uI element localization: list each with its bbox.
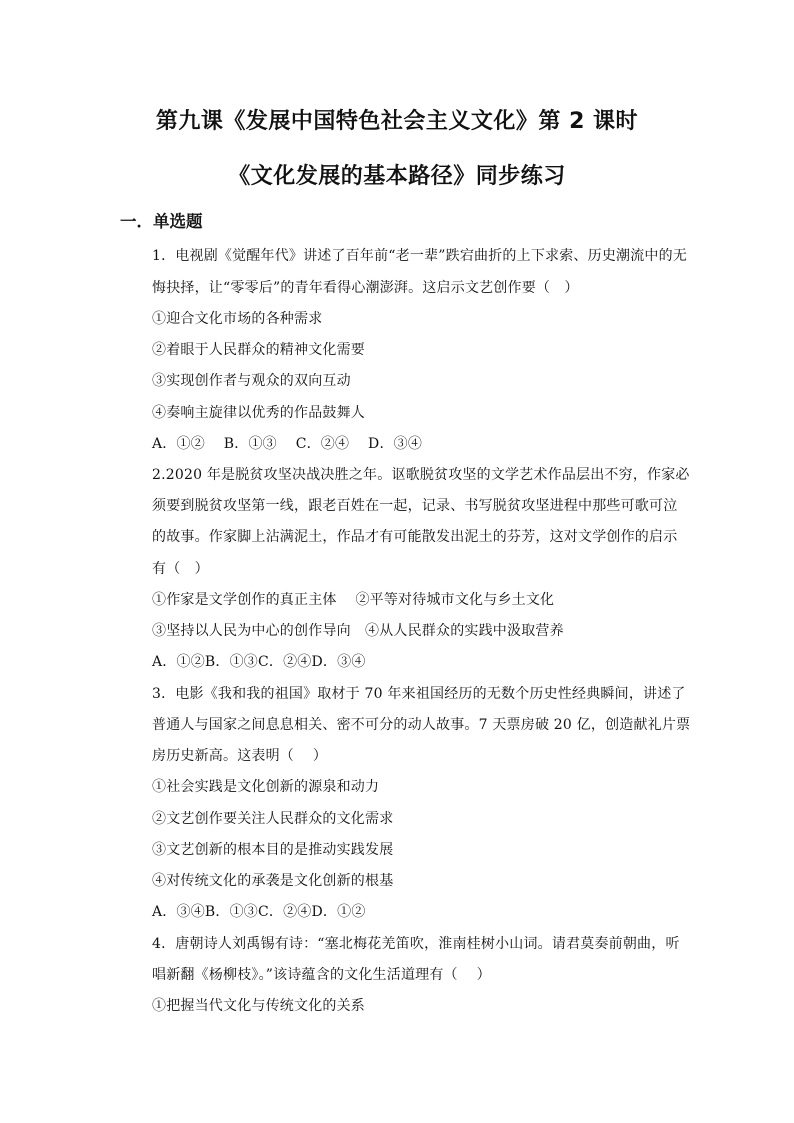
question-4-option-1: ①把握当代文化与传统文化的关系 [152,998,365,1014]
question-3-option-4: ④对传统文化的承袭是文化创新的根基 [152,873,394,889]
question-2-text-line-3: 的故事。作家脚上沾满泥土，作品才有可能散发出泥土的芬芳，这对文学创作的启示 [152,529,678,545]
question-2-text-line-2: 须要到脱贫攻坚第一线，跟老百姓在一起，记录、书写脱贫攻坚进程中那些可歌可泣 [152,498,678,514]
question-1-option-2: ②着眼于人民群众的精神文化需要 [152,342,365,358]
question-4-text-line-2: 唱新翻《杨柳枝》。”该诗蕴含的文化生活道理有（ ） [152,967,491,983]
question-1-text-line-2: 悔抉择，让“零零后”的青年看得心潮澎湃。这启示文艺创作要（ ） [152,280,579,296]
question-1-answer-choices: A．①② B．①③ C．②④ D．③④ [152,436,423,452]
document-title-line-2: 《文化发展的基本路径》同步练习 [228,164,566,189]
question-3-option-3: ③文艺创新的根本目的是推动实践发展 [152,842,394,858]
question-1-text-line-1: 1．电视剧《觉醒年代》讲述了百年前“老一辈”跌宕曲折的上下求索、历史潮流中的无 [152,248,688,264]
question-1-option-4: ④奏响主旋律以优秀的作品鼓舞人 [152,405,365,421]
question-3-text-line-1: 3．电影《我和我的祖国》取材于 70 年来祖国经历的无数个历史性经典瞬间，讲述了 [152,686,686,702]
question-3-text-line-2: 普通人与国家之间息息相关、密不可分的动人故事。7 天票房破 20 亿，创造献礼片票 [152,717,691,733]
question-2-options-line-2: ③坚持以人民为中心的创作导向 ④从人民群众的实践中汲取营养 [152,623,564,639]
question-2-answer-choices: A．①②B．①③C．②④D．③④ [152,654,366,670]
question-3-option-1: ①社会实践是文化创新的源泉和动力 [152,779,380,795]
question-2-text-line-4: 有（ ） [152,561,209,577]
question-3-answer-choices: A．③④B．①③C．②④D．①② [152,904,366,920]
question-3-option-2: ②文艺创作要关注人民群众的文化需求 [152,811,394,827]
question-3-text-line-3: 房历史新高。这表明（ ） [152,748,328,764]
question-1-option-1: ①迎合文化市场的各种需求 [152,311,323,327]
question-2-text-line-1: 2.2020 年是脱贫攻坚决战决胜之年。讴歌脱贫攻坚的文学艺术作品层出不穷，作家必 [152,467,690,483]
document-title-line-1: 第九课《发展中国特色社会主义文化》第 2 课时 [155,109,639,134]
question-2-options-line-1: ①作家是文学创作的真正主体 ②平等对待城市文化与乡土文化 [152,592,555,608]
section-heading: 一．单选题 [120,212,203,231]
question-4-text-line-1: 4．唐朝诗人刘禹锡有诗：“塞北梅花羌笛吹，淮南桂树小山词。请君莫奏前朝曲，听 [152,936,680,952]
question-1-option-3: ③实现创作者与观众的双向互动 [152,373,351,389]
